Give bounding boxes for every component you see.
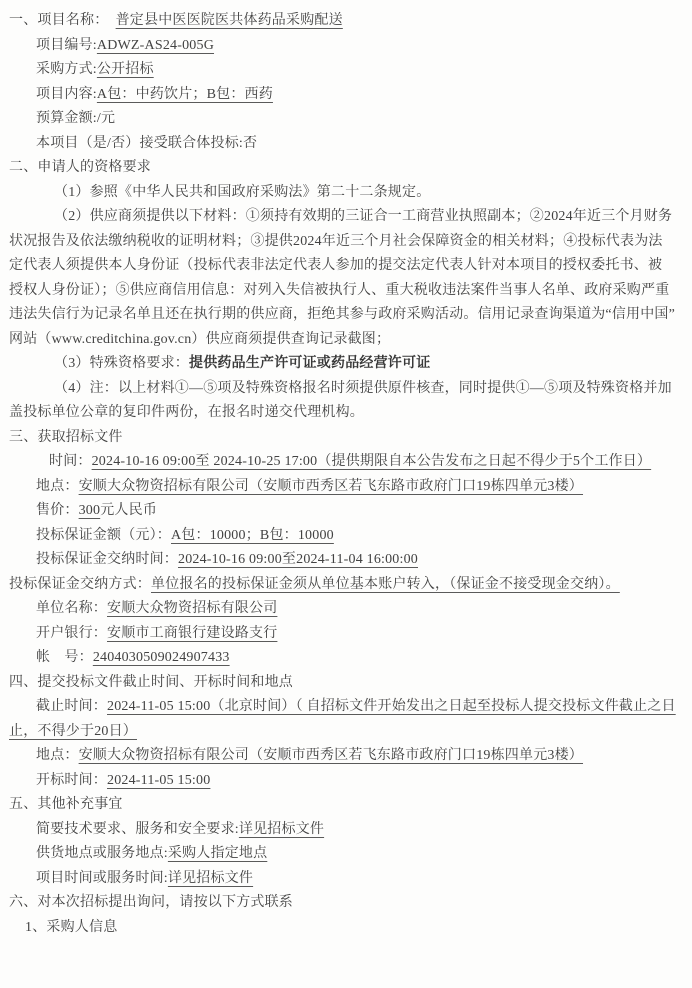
document-obtain-place-line xyxy=(9,475,676,500)
text-segment: 截止时间： xyxy=(36,699,107,714)
text-segment: （3）特殊资格要求： xyxy=(54,356,189,371)
qualification-item-1 xyxy=(9,181,676,206)
budget-line xyxy=(9,107,676,132)
text-segment: 单位报名的投标保证金须从单位基本账户转入，（保证金不接受现金交纳）。 xyxy=(151,576,620,592)
text-segment: （2）供应商须提供以下材料：①须持有效期的三证合一工商营业执照副本；②2024年近三个月财务状况报告及依法缴纳税收的证明材料；③提供2024年近三个月社会保障资金的相关材料；④投标代表为法定代表人须提供本人身份证（投标代表非法定代表人参加的提交法定代表人针对本项目的授权委托书、被授权人身份证）；⑤供应商信用信息：对列入失信被执行人、重大税收违法案件当事人名单、政府采购严重违法失信行为记录名单且还在执行期的供应商，拒绝其参与政府采购活动。信用记录查询渠道为“信用中国”网站（www.creditchina.gov.cn）供应商须提供查询记录截图； xyxy=(9,209,676,347)
text-segment: 公开招标 xyxy=(96,62,154,77)
text-segment: 三、获取招标文件 xyxy=(9,429,123,445)
qualification-item-4 xyxy=(9,377,676,426)
text-segment: 2024-11-05 15:00（北京时间）（ 自招标文件开始发出之日起至投标人提交投标文件截止之日止，不得少于20日） xyxy=(9,699,676,739)
bid-bond-pay-time-line xyxy=(9,548,676,573)
procurement-method-line xyxy=(9,58,676,83)
payee-account-line xyxy=(9,646,676,671)
text-segment: A包：10000；B包：10000 xyxy=(171,527,334,543)
text-segment: 安顺大众物资招标有限公司（安顺市西秀区若飞东路市政府门口19栋四单元3楼） xyxy=(78,478,584,494)
text-segment: 地点： xyxy=(36,748,79,763)
section1-heading xyxy=(9,9,676,34)
text-segment: 2024-10-16 09:00至2024-11-04 16:00:00 xyxy=(178,552,418,567)
text-segment: 2024-10-16 09:00至 2024-10-25 17:00（提供期限自本公告发布之日起不得少于5个工作日） xyxy=(91,454,652,469)
text-segment: 安顺大众物资招标有限公司（安顺市西秀区若飞东路市政府门口19栋四单元3楼） xyxy=(78,748,584,763)
text-segment: 详见招标文件 xyxy=(167,870,254,886)
project-number-line xyxy=(9,34,676,59)
text-segment: 提供药品生产许可证或药品经营许可证 xyxy=(189,356,431,371)
project-content-line xyxy=(9,83,676,108)
qualification-item-2 xyxy=(9,205,676,352)
text-segment: 四、提交投标文件截止时间、开标时间和地点 xyxy=(9,674,293,690)
text-segment: 开户银行： xyxy=(36,625,107,641)
text-segment: 2404030509024907433 xyxy=(92,650,230,665)
text-segment: 300 xyxy=(78,503,101,518)
text-segment: 详见招标文件 xyxy=(238,821,325,837)
bid-opening-time-line xyxy=(9,769,676,794)
text-segment: 1、采购人信息 xyxy=(25,919,118,935)
document-obtain-time-line xyxy=(9,450,676,475)
text-segment: 帐 号： xyxy=(36,650,93,665)
text-segment: （4）注：以上材料①—⑤项及特殊资格报名时须提供原件核查，同时提供①—⑤项及特殊资格并加盖投标单位公章的复印件两份，在报名时递交代理机构。 xyxy=(9,380,672,420)
payee-name-line xyxy=(9,597,676,622)
section6-heading xyxy=(9,891,676,916)
bid-bond-amount-line xyxy=(9,524,676,549)
bid-bond-pay-method-line xyxy=(9,573,676,598)
section2-heading xyxy=(9,156,676,181)
qualification-item-3 xyxy=(9,352,676,377)
text-segment: 安顺市工商银行建设路支行 xyxy=(107,625,278,641)
service-time-line xyxy=(9,867,676,892)
text-segment: 单位名称： xyxy=(36,601,107,616)
section4-heading xyxy=(9,671,676,696)
section5-heading xyxy=(9,793,676,818)
document-price-line xyxy=(9,499,676,524)
text-segment: 二、申请人的资格要求 xyxy=(9,160,151,175)
text-segment: 六、对本次招标提出询问，请按以下方式联系 xyxy=(9,895,293,910)
text-segment: ADWZ-AS24-005G xyxy=(96,37,215,53)
text-segment: （1）参照《中华人民共和国政府采购法》第二十二条规定。 xyxy=(54,184,431,200)
consortium-bid-line xyxy=(9,132,676,157)
text-segment: 售价： xyxy=(36,503,79,518)
text-segment: 项目编号: xyxy=(36,37,97,53)
submission-deadline-line xyxy=(9,695,676,744)
text-segment: 地点： xyxy=(36,478,79,494)
text-segment: 预算金额:/元 xyxy=(36,111,116,126)
text-segment: 采购人指定地点 xyxy=(167,846,268,861)
delivery-place-line xyxy=(9,842,676,867)
text-segment: 安顺大众物资招标有限公司 xyxy=(107,601,278,616)
text-segment: 2024-11-05 15:00 xyxy=(107,772,211,788)
text-segment: A包：中药饮片；B包：西药 xyxy=(96,86,273,102)
text-segment: 投标保证金交纳时间： xyxy=(36,552,178,567)
text-segment: 一、项目名称： xyxy=(9,13,116,28)
technical-requirements-line xyxy=(9,818,676,843)
text-segment: 供货地点或服务地点: xyxy=(36,846,168,861)
section3-heading xyxy=(9,426,676,451)
purchaser-info-heading xyxy=(9,916,676,941)
text-segment: 五、其他补充事宜 xyxy=(9,797,123,812)
text-segment: 采购方式: xyxy=(36,62,97,77)
text-segment: 时间： xyxy=(49,454,92,469)
text-segment: 项目时间或服务时间: xyxy=(36,870,168,886)
text-segment: 元人民币 xyxy=(100,503,158,518)
text-segment: 投标保证金交纳方式： xyxy=(9,576,151,592)
text-segment: 项目内容: xyxy=(36,86,97,102)
text-segment: 本项目（是/否）接受联合体投标:否 xyxy=(36,135,258,151)
text-segment: 开标时间： xyxy=(36,772,107,788)
payee-bank-line xyxy=(9,622,676,647)
text-segment: 普定县中医医院医共体药品采购配送 xyxy=(115,13,343,28)
bid-opening-place-line xyxy=(9,744,676,769)
text-segment: 投标保证金额（元）： xyxy=(36,527,171,543)
text-segment: 简要技术要求、服务和安全要求: xyxy=(36,821,239,837)
